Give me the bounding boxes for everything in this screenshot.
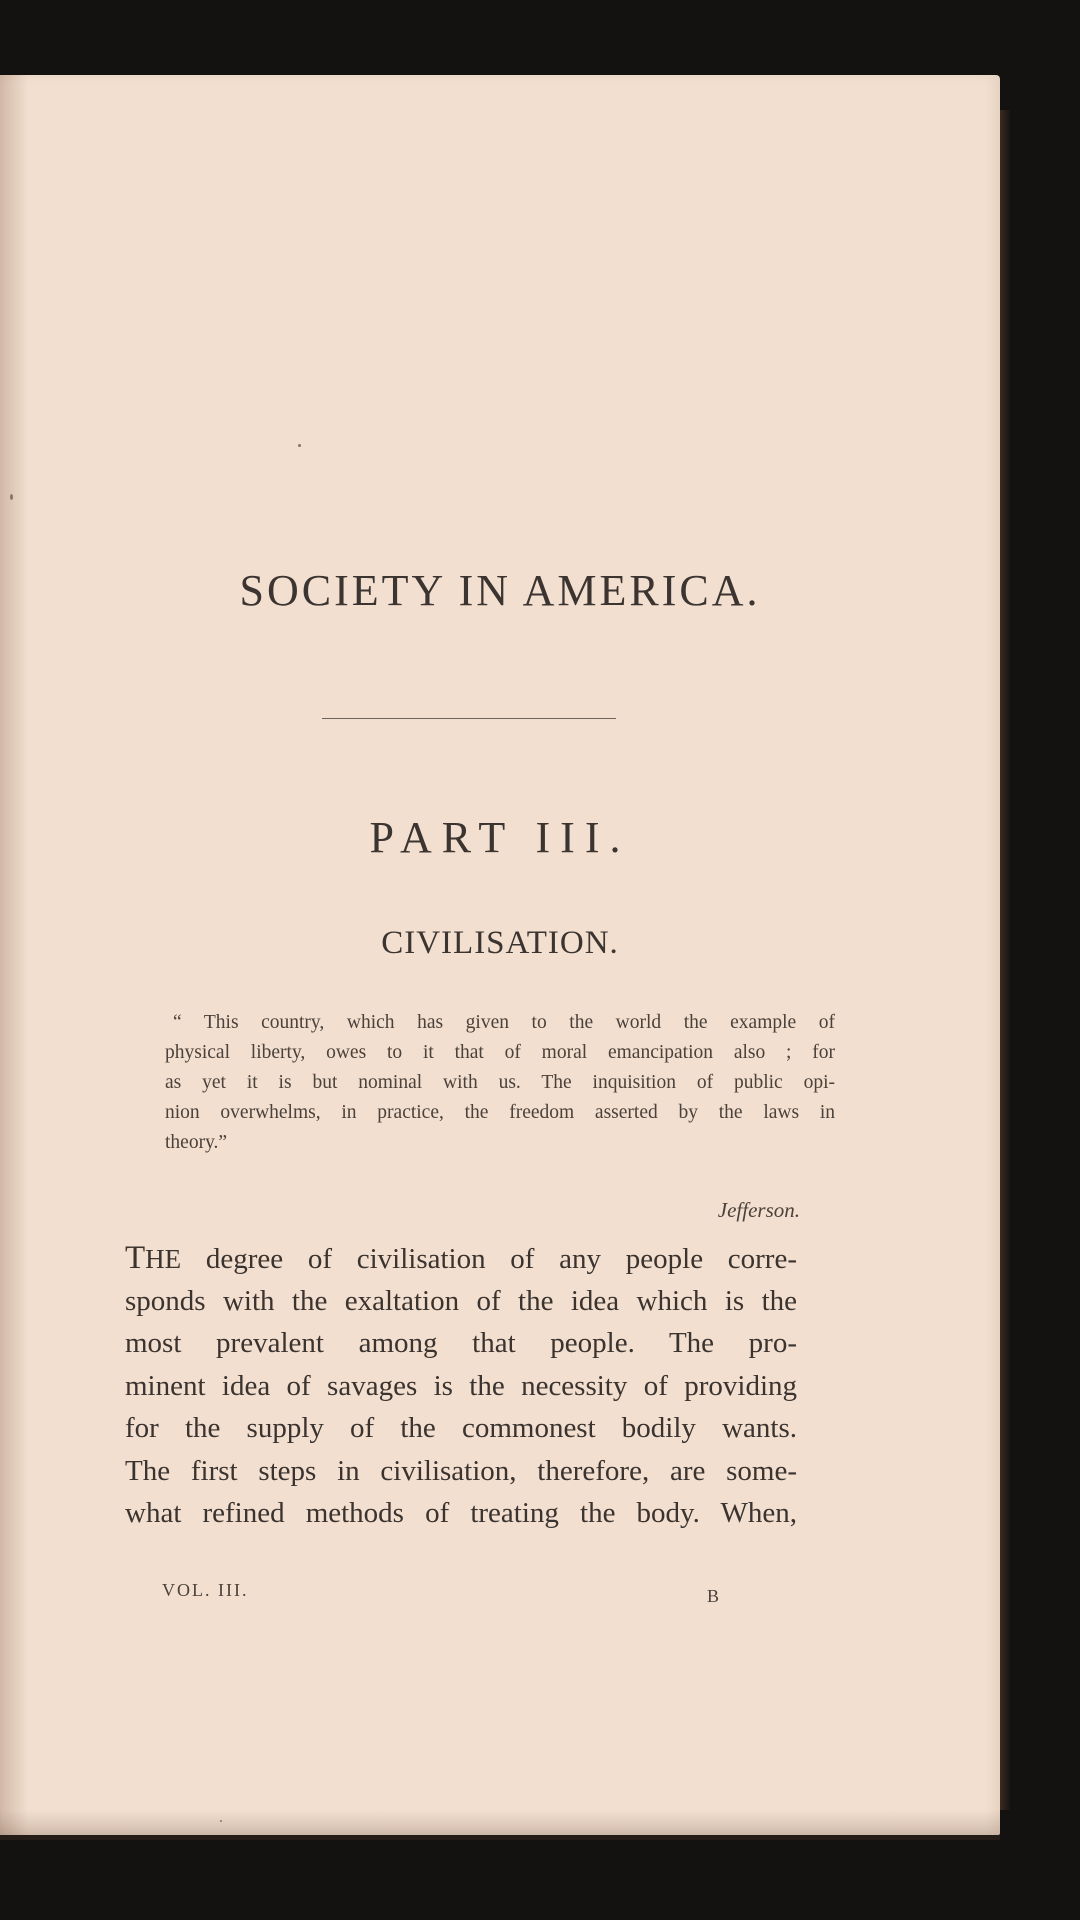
body-line: minent idea of savages is the necessity of providing: [125, 1369, 797, 1402]
epigraph-line: “ This country, which has given to the world the example of: [173, 1012, 835, 1033]
title-divider: [322, 718, 616, 719]
paper-speck: [220, 1820, 222, 1822]
volume-label: VOL. III.: [162, 1580, 249, 1600]
epigraph-attribution: Jefferson.: [717, 1198, 800, 1222]
page-edge: [1000, 110, 1010, 1810]
opening-word-rest: HE: [145, 1244, 182, 1274]
body-line: for the supply of the commonest bodily wants.: [125, 1412, 797, 1444]
signature-mark: B: [707, 1586, 720, 1606]
epigraph-line: nion overwhelms, in practice, the freedom asserted by the laws in: [165, 1102, 835, 1123]
body-line: what refined methods of treating the body. When,: [125, 1497, 797, 1529]
body-line: The first steps in civilisation, therefore, are some-: [125, 1454, 797, 1487]
part-title: CIVILISATION.: [381, 925, 619, 961]
body-line-first: [125, 1237, 797, 1280]
body-text: [125, 1237, 797, 1535]
first-line-rest: degree of civilisation of any people corre-: [181, 1243, 797, 1275]
epigraph-line: physical liberty, owes to it that of moral emancipation also ; for: [165, 1042, 835, 1063]
epigraph: [165, 1008, 835, 1158]
book-title: SOCIETY IN AMERICA.: [239, 566, 761, 615]
part-heading: PART III.: [369, 813, 631, 862]
body-line: sponds with the exaltation of the idea which is the: [125, 1284, 797, 1317]
body-line: most prevalent among that people. The pro-: [125, 1327, 797, 1359]
initial-letter: T: [125, 1240, 146, 1276]
paper-speck: [10, 494, 13, 500]
epigraph-line: theory.”: [165, 1132, 228, 1153]
epigraph-line: as yet it is but nominal with us. The inquisition of public opi-: [165, 1072, 835, 1093]
paper-speck: [298, 444, 301, 447]
bottom-shadow: [0, 1810, 1000, 1840]
